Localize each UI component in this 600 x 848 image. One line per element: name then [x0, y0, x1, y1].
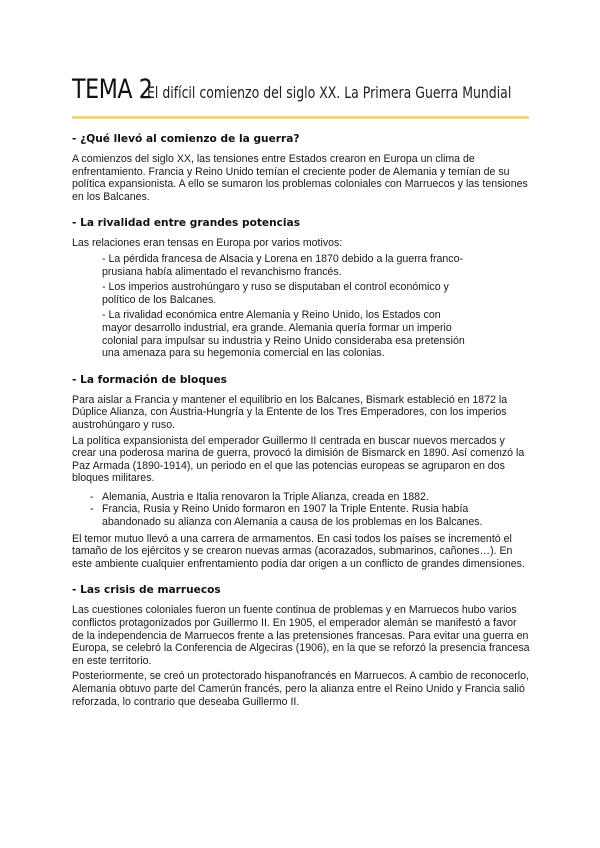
- paragraph: El temor mutuo llevó a una carrera de armamentos. En casi todos los países se incrementó el tamaño de los ejércitos y se crearon nuevas armas (acorazados, submarinos, cañones…). En este ambiente cualquier enfrentamiento podía dar origen a un conflicto de grandes dimensiones.: [72, 532, 525, 570]
- section-heading: - La rivalidad entre grandes potencias: [72, 217, 301, 230]
- list-item: - Alemania, Austria e Italia renovaron la Triple Alianza, creada en 1882.: [72, 491, 530, 504]
- list-item: - Francia, Rusia y Reino Unido formaron en 1907 la Triple Entente. Rusia había abandonado su alianza con Alemania a causa de los problemas en los Balcanes.: [72, 503, 530, 528]
- paragraph: La política expansionista del emperador Guillermo II centrada en buscar nuevos mercados y crear una poderosa marina de guerra, provocó la dimisión de Bismarck en 1890. Así comenzó la Paz Armada (1890-1914), un periodo en el que las potencias europeas se agruparon en dos bloques militares.: [72, 434, 525, 485]
- list-item: - La rivalidad económica entre Alemania y Reino Unido, los Estados con mayor desarrollo industrial, era grande. Alemania quería formar un imperio colonial para impulsar su industria y Reino Unido consideraba esa pretensión una amenaza para su hegemonía comercial en las colonias.: [102, 309, 465, 360]
- bullet-list: [72, 491, 530, 529]
- section-heading: - ¿Qué llevó al comienzo de la guerra?: [72, 133, 300, 145]
- document-body: [72, 133, 530, 722]
- section-blocs: [72, 374, 530, 571]
- section-morocco: [72, 584, 530, 708]
- paragraph: A comienzos del siglo XX, las tensiones entre Estados crearon en Europa un clima de enfrentamiento. Francia y Reino Unido temían el creciente poder de Alemania y temían de su política expansionista. A ello se sumaron los problemas coloniales con Marruecos y las tensiones en los Balcanes.: [72, 153, 528, 203]
- paragraph: Las cuestiones coloniales fueron un fuente continua de problemas y en Marruecos hubo varios conflictos protagonizados por Guillermo II. En 1905, el emperador alemán se manifestó a favor de la independencia de Marruecos frente a las pretensiones francesas. Para evitar una guerra en Europa, se celebró la Conferencia de Algeciras (1906), en la que se reforzó la presencia francesa en este territorio.: [72, 604, 530, 667]
- section-heading: - La formación de bloques: [72, 373, 227, 386]
- section-causes: [72, 133, 530, 203]
- section-rivalry: [72, 217, 530, 359]
- page-title: [72, 74, 512, 105]
- indented-list: [72, 253, 472, 360]
- title-divider: [72, 116, 529, 119]
- title-subtitle: El difícil comienzo del siglo XX. La Primera Guerra Mundial: [147, 83, 512, 102]
- paragraph: Las relaciones eran tensas en Europa por varios motivos:: [72, 237, 343, 250]
- list-item: - La pérdida francesa de Alsacia y Lorena en 1870 debido a la guerra franco-prusiana había alimentado el revanchismo francés.: [102, 252, 464, 278]
- title-number: TEMA 2: [72, 74, 153, 105]
- paragraph: Posteriormente, se creó un protectorado hispanofrancés en Marruecos. A cambio de reconocerlo, Alemania obtuvo parte del Camerún francés, pero la alianza entre el Reino Unido y Francia salió reforzada, lo contrario que deseaba Guillermo II.: [72, 670, 529, 708]
- list-item: - Los imperios austrohúngaro y ruso se disputaban el control económico y político de los Balcanes.: [102, 281, 449, 306]
- section-heading: - Las crisis de marruecos: [72, 584, 221, 597]
- paragraph: Para aislar a Francia y mantener el equilibrio en los Balcanes, Bismark estableció en 1872 la Dúplice Alianza, con Austria-Hungría y la Entente de los Tres Emperadores, con los imperios austrohúngaro y ruso.: [72, 393, 508, 431]
